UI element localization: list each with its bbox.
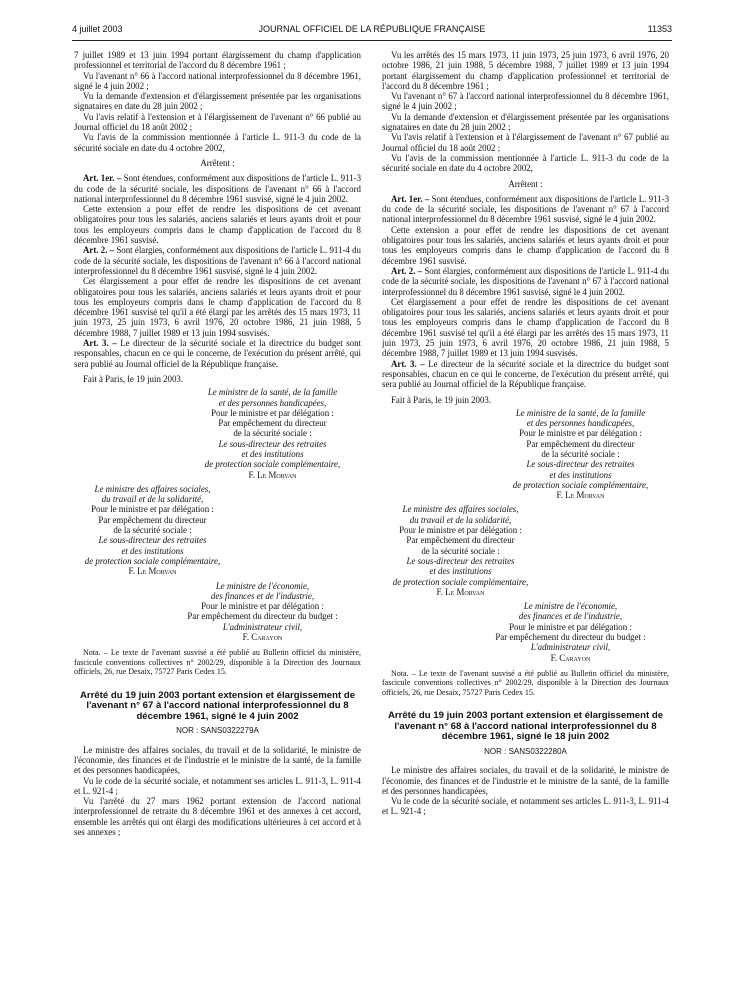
left-art3-label: Art. 3. –	[83, 338, 117, 349]
left-signature-economie	[164, 581, 361, 643]
sig-line: Le sous-directeur des retraites	[526, 459, 635, 470]
left-column	[74, 50, 361, 837]
right-art1-text: Sont étendues, conformément aux dispositions de l'article L. 911-3 du code de la sécurité sociale, les dispositions de l'avenant n° 67 à l'accord national interprofessionnel du 8 décembre 1961 susvisé, signé le 4 juin 2002.	[382, 193, 670, 225]
sig-line: Le ministre de l'économie,	[523, 601, 618, 612]
sig-line: et des institutions	[429, 566, 492, 577]
sig-line: Par empêchement du directeur du budget :	[495, 632, 646, 643]
sig-line: Le sous-directeur des retraites	[218, 438, 327, 449]
right-intro-1: Vu les arrêtés des 15 mars 1973, 11 juin 1973, 25 juin 1973, 6 avril 1976, 20 octobre 1986, 21 juin 1988, 5 décembre 1988, 7 juillet 1989 et 13 juin 1994 portant élargissement du champ d'application professionnel et territorial de l'accord du 8 décembre 1961 ;	[382, 50, 669, 91]
header-title: JOURNAL OFFICIEL DE LA RÉPUBLIQUE FRANÇAISE	[258, 24, 486, 34]
right-art2	[382, 266, 669, 297]
sig-line: des finances et de l'industrie,	[518, 611, 623, 622]
sig-name: F. Carayon	[242, 632, 283, 643]
sig-line: Le ministre de l'économie,	[215, 580, 310, 591]
left-art2-text: Sont élargies, conformément aux dispositions de l'article L. 911-4 du code de la sécurité sociale, les dispositions de l'avenant n° 66 à l'accord national interprofessionnel du 8 décembre 1961 susvisé, signé le 4 juin 2002.	[74, 245, 361, 276]
sig-line: Pour le ministre et par délégation :	[211, 407, 334, 418]
right-art2-text: Sont élargies, conformément aux dispositions de l'article L. 911-4 du code de la sécurité sociale, les dispositions de l'avenant n° 67 à l'accord national interprofessionnel du 8 décembre 1961 susvisé, signé le 4 juin 2002.	[382, 265, 669, 297]
sig-name: F. Carayon	[550, 652, 591, 663]
page-header	[72, 22, 672, 38]
sig-line: Par empêchement du directeur	[98, 514, 207, 525]
sig-line: Le ministre de la santé, de la famille	[207, 387, 338, 398]
right-note: Nota. – Le texte de l'avenant susvisé a été publié au Bulletin officiel du ministère, fascicule conventions collectives n° 2002/29, disponible à la Direction des Journaux officiels, 26, rue Desaix, 75727 Paris Cedex 15.	[382, 668, 669, 697]
header-rule	[72, 40, 672, 41]
left-art3	[74, 338, 361, 369]
left-intro-2: Vu l'avenant n° 66 à l'accord national interprofessionnel du 8 décembre 1961, signé le 4 juin 2002 ;	[74, 70, 361, 91]
left-intro-4: Vu l'avis relatif à l'extension et à l'élargissement de l'avenant n° 66 publié au Journal officiel du 18 août 2002 ;	[74, 111, 361, 133]
sig-line: du travail et de la solidarité,	[409, 514, 512, 525]
right-signature-sante	[492, 408, 669, 501]
left-intro-3: Vu la demande d'extension et d'élargissement présentée par les organisations signataires en date du 28 juin 2002 ;	[74, 91, 361, 112]
sig-line: Par empêchement du directeur du budget :	[187, 611, 338, 622]
right-art3-text: Le directeur de la sécurité sociale et la directrice du budget sont responsables, chacun en ce qui le concerne, de l'exécution du présent arrêté, qui sera publié au Journal officiel de la République française.	[382, 358, 669, 390]
right-art1-p2: Cette extension a pour effet de rendre les dispositions de cet avenant obligatoires pour tous les salariés, anciens salariés et leurs ayants droit et pour tous les employeurs compris dans le champ d'application de l'accord du 8 décembre 1961 susvisé.	[382, 224, 669, 266]
right-art2-p2: Cet élargissement a pour effet de rendre les dispositions de cet avenant obligatoires pour tous les salariés, anciens salariés et leurs ayants droit et pour tous les employeurs compris dans le champ d'application de l'accord du 8 décembre 1961 susvisé tel qu'il a été élargi par les arrêtés des 15 mars 1973, 11 juin 1973, 25 juin 1973, 6 avril 1976, 20 octobre 1986, 21 juin 1988, 5 décembre 1988, 7 juillet 1989 et 13 juin 1994 susvisés.	[382, 296, 669, 359]
sig-line: et des personnes handicapées,	[218, 397, 327, 408]
sig-name: F. Le Morvan	[248, 469, 297, 480]
arrete-68-title: Arrêté du 19 juin 2003 portant extension et élargissement de l'avenant n° 68 à l'accord national interprofessionnel du 8 décembre 1961, signé le 18 juin 2002	[387, 710, 664, 743]
header-date: 4 juillet 2003	[72, 24, 123, 34]
sig-line: de protection sociale complémentaire,	[84, 555, 221, 566]
left-intro-1: 7 juillet 1989 et 13 juin 1994 portant élargissement du champ d'application professionnel et territorial de l'accord du 8 décembre 1961 ;	[74, 50, 361, 71]
right-signature-affaires-sociales	[362, 504, 559, 597]
left-signature-sante	[184, 387, 361, 480]
left-intro-5: Vu l'avis de la commission mentionnée à l'article L. 911-3 du code de la sécurité sociale en date du 4 octobre 2002,	[74, 132, 361, 153]
right-art3	[382, 359, 669, 390]
left-art2-p2: Cet élargissement a pour effet de rendre les dispositions de cet avenant obligatoires pour tous les salariés, anciens salariés et leurs ayants droit et pour tous les employeurs compris dans le champ d'application de l'accord du 8 décembre 1961 susvisé tel qu'il a été élargi par les arrêtés des 15 mars 1973, 11 juin 1973, 25 juin 1973, 6 avril 1976, 20 octobre 1986, 21 juin 1988, 5 décembre 1988, 7 juillet 1989 et 13 juin 1994 susvisés.	[74, 276, 361, 338]
left-art2-label: Art. 2. –	[83, 245, 115, 256]
left-art1-p2: Cette extension a pour effet de rendre les dispositions de cet avenant obligatoires pour tous les salariés, anciens salariés et leurs ayants droit et pour tous les employeurs compris dans le champ d'application de l'accord du 8 décembre 1961 susvisé.	[74, 204, 361, 246]
sig-line: L'administrateur civil,	[222, 621, 303, 632]
sig-line: Pour le ministre et par délégation :	[519, 428, 642, 439]
left-arretent: Arrêtent :	[200, 157, 235, 168]
left-art2	[74, 245, 361, 276]
right-column	[382, 50, 669, 817]
sig-line: et des institutions	[241, 448, 304, 459]
right-signature-economie	[472, 601, 669, 663]
left-art3-text: Le directeur de la sécurité sociale et la directrice du budget sont responsables, chacun en ce qui le concerne, de l'exécution du présent arrêté, qui sera publié au Journal officiel de la République française.	[74, 338, 361, 369]
right-fait: Fait à Paris, le 19 juin 2003.	[391, 394, 492, 405]
left-signature-affaires-sociales	[54, 484, 251, 577]
arrete-67-body-1: Le ministre des affaires sociales, du travail et de la solidarité, le ministre de l'économie, des finances et de l'industrie et le ministre de la santé, de la famille et des personnes handicapées,	[74, 744, 361, 776]
left-art1	[74, 173, 361, 204]
sig-line: des finances et de l'industrie,	[210, 590, 315, 601]
sig-line: de la sécurité sociale :	[541, 448, 620, 459]
right-intro-4: Vu l'avis relatif à l'extension et à l'élargissement de l'avenant n° 67 publié au Journal officiel du 18 août 2002 ;	[382, 132, 669, 153]
page-number: 11353	[647, 24, 672, 34]
sig-line: Le ministre de la santé, de la famille	[515, 407, 646, 418]
left-note: Nota. – Le texte de l'avenant susvisé a été publié au Bulletin officiel du ministère, fascicule conventions collectives n° 2002/29, disponible à la Direction des Journaux officiels, 26, rue Desaix, 75727 Paris Cedex 15.	[74, 648, 361, 677]
sig-line: Par empêchement du directeur	[526, 438, 635, 449]
sig-line: Pour le ministre et par délégation :	[91, 504, 214, 515]
sig-line: Pour le ministre et par délégation :	[201, 601, 324, 612]
left-fait: Fait à Paris, le 19 juin 2003.	[83, 373, 184, 384]
sig-line: Le sous-directeur des retraites	[98, 535, 207, 546]
right-art2-label: Art. 2. –	[391, 265, 423, 276]
sig-line: de protection sociale complémentaire,	[392, 576, 529, 587]
left-art1-text: Sont étendues, conformément aux dispositions de l'article L. 911-3 du code de la sécurité sociale, les dispositions de l'avenant n° 66 à l'accord national interprofessionnel du 8 décembre 1961 susvisé, signé le 4 juin 2002.	[74, 173, 362, 204]
sig-line: Pour le ministre et par délégation :	[509, 621, 632, 632]
sig-line: de la sécurité sociale :	[233, 428, 312, 439]
sig-line: de la sécurité sociale :	[113, 525, 192, 536]
right-intro-5: Vu l'avis de la commission mentionnée à l'article L. 911-3 du code de la sécurité sociale en date du 4 octobre 2002,	[382, 152, 669, 174]
sig-line: et des institutions	[121, 545, 184, 556]
sig-line: et des personnes handicapées,	[526, 418, 635, 429]
arrete-67-body-3: Vu l'arrêté du 27 mars 1962 portant extension de l'accord national interprofessionnel de retraite du 8 décembre 1961 et des annexes à cet accord, ensemble les arrêtés qui ont élargi des modifications ultérieures à cet accord et à ses annexes ;	[74, 796, 361, 837]
sig-line: L'administrateur civil,	[530, 642, 611, 653]
arrete-67-title: Arrêté du 19 juin 2003 portant extension et élargissement de l'avenant n° 67 à l'accord national interprofessionnel du 8 décembre 1961, signé le 4 juin 2002	[79, 689, 356, 722]
right-art1-label: Art. 1er. –	[391, 193, 430, 204]
right-intro-3: Vu la demande d'extension et d'élargissement présentée par les organisations signataires en date du 28 juin 2002 ;	[382, 111, 669, 133]
sig-line: Le ministre des affaires sociales,	[94, 483, 211, 494]
sig-name: F. Le Morvan	[436, 586, 485, 597]
sig-line: Par empêchement du directeur	[406, 535, 515, 546]
right-art1	[382, 194, 669, 225]
arrete-68-body-1: Le ministre des affaires sociales, du travail et de la solidarité, le ministre de l'économie, des finances et de l'industrie et le ministre de la santé, de la famille et des personnes handicapées,	[382, 765, 669, 796]
sig-line: Le sous-directeur des retraites	[406, 555, 515, 566]
sig-line: de la sécurité sociale :	[421, 545, 500, 556]
left-art1-label: Art. 1er. –	[83, 173, 122, 184]
sig-name: F. Le Morvan	[128, 566, 177, 577]
sig-line: Pour le ministre et par délégation :	[399, 525, 522, 536]
sig-line: de protection sociale complémentaire,	[512, 479, 649, 490]
sig-line: de protection sociale complémentaire,	[204, 459, 341, 470]
sig-line: et des institutions	[549, 469, 612, 480]
right-intro-2: Vu l'avenant n° 67 à l'accord national interprofessionnel du 8 décembre 1961, signé le 4 juin 2002 ;	[382, 91, 669, 112]
sig-line: Par empêchement du directeur	[218, 418, 327, 429]
sig-name: F. Le Morvan	[556, 490, 605, 501]
right-art3-label: Art. 3. –	[391, 358, 425, 369]
arrete-67-nor: NOR : SANS0322279A	[176, 726, 259, 736]
sig-line: du travail et de la solidarité,	[101, 494, 204, 505]
arrete-68-body-2: Vu le code de la sécurité sociale, et notamment ses articles L. 911-3, L. 911-4 et L. 921-4 ;	[382, 796, 669, 817]
arrete-67-body-2: Vu le code de la sécurité sociale, et notamment ses articles L. 911-3, L. 911-4 et L. 921-4 ;	[74, 775, 361, 796]
arrete-68-nor: NOR : SANS0322280A	[484, 746, 567, 756]
right-arretent: Arrêtent :	[508, 178, 543, 189]
sig-line: Le ministre des affaires sociales,	[402, 504, 519, 515]
